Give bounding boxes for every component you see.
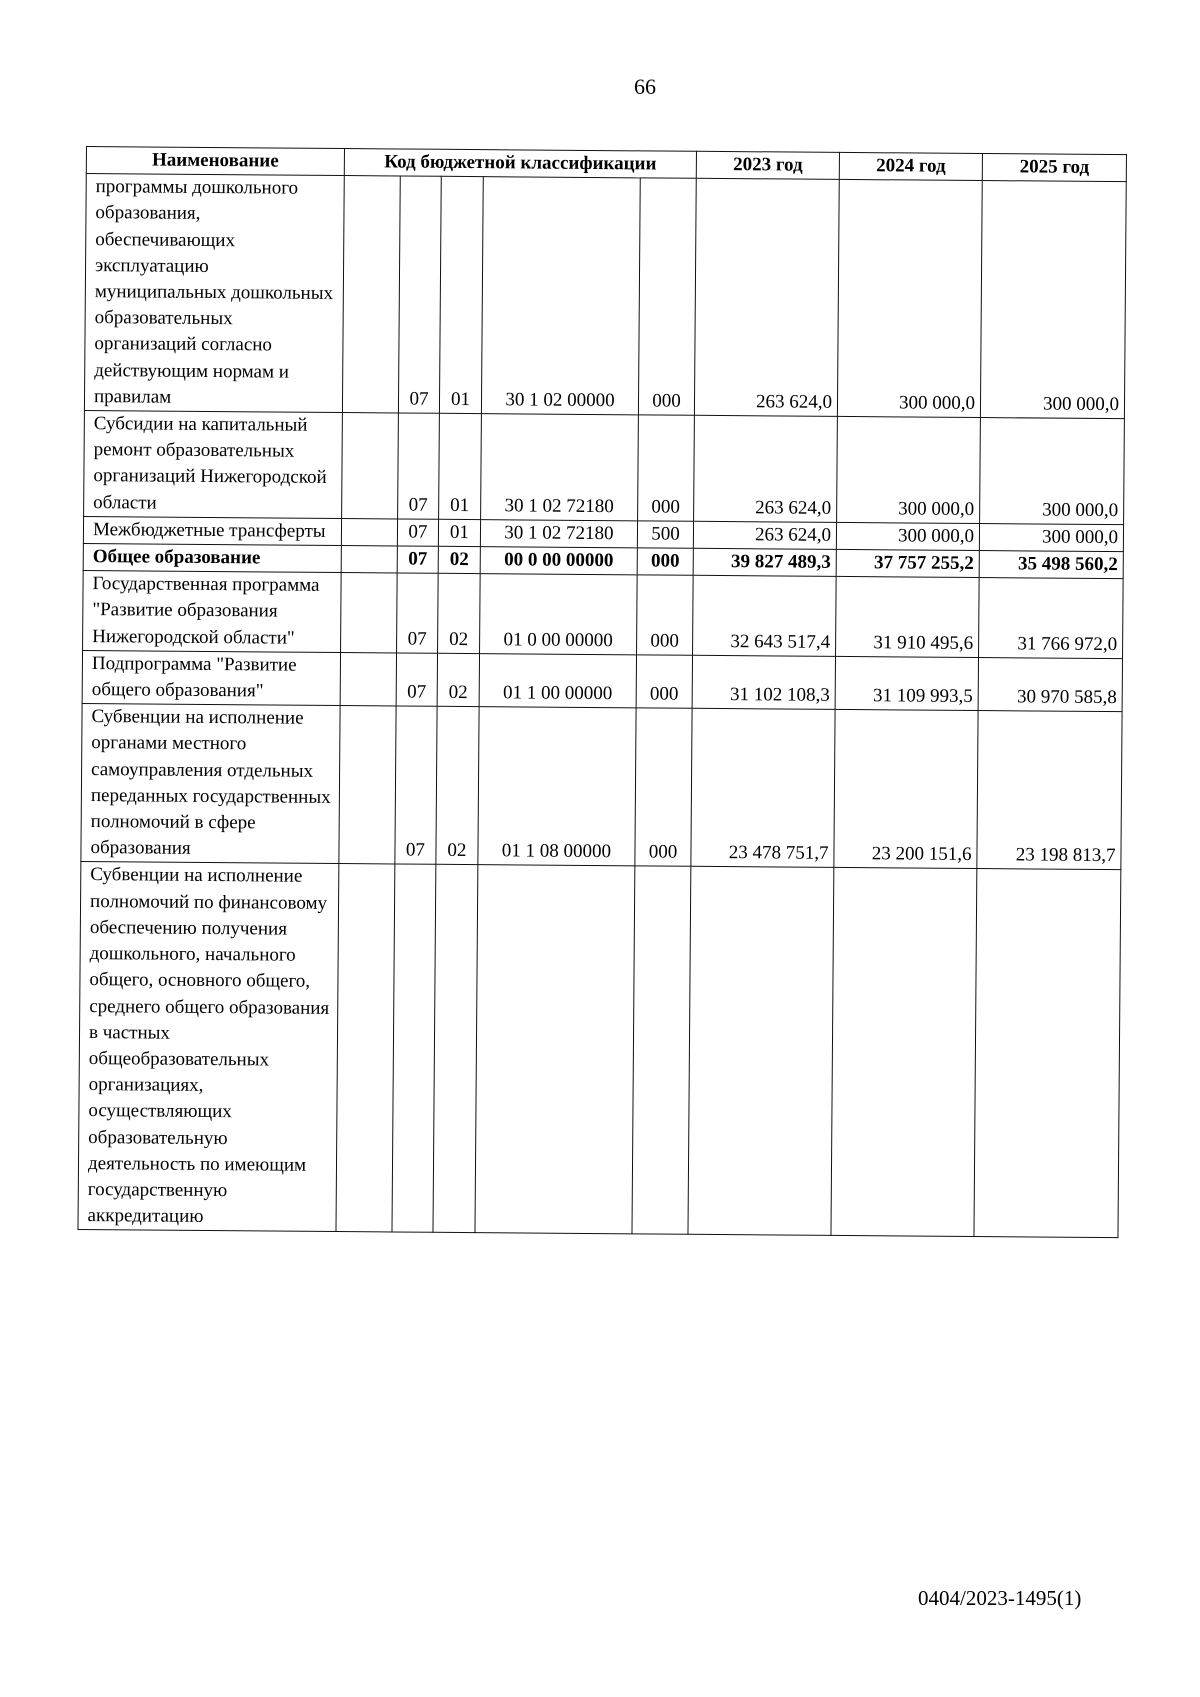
row-type: 000: [635, 708, 692, 867]
row-empty-code: [339, 706, 396, 865]
row-section: 07: [397, 573, 439, 653]
row-article: [475, 865, 635, 1234]
row-type: 000: [638, 415, 695, 521]
row-2024: 31 109 993,5: [835, 656, 978, 711]
row-2023: 23 478 751,7: [691, 709, 835, 868]
header-2024: 2024 год: [839, 152, 982, 180]
page-number: 66: [634, 74, 656, 99]
row-subsection: 02: [438, 546, 480, 574]
row-2023: 263 624,0: [693, 521, 836, 549]
table-row: [78, 862, 1121, 1238]
row-subsection: 02: [437, 653, 479, 707]
budget-table: [77, 146, 1127, 1238]
row-2025: [974, 869, 1121, 1238]
row-article: 30 1 02 72180: [481, 414, 639, 521]
row-2025: 300 000,0: [980, 418, 1125, 525]
row-2024: 300 000,0: [837, 416, 981, 523]
header-code: Код бюджетной классификации: [344, 149, 696, 179]
row-subsection: 01: [439, 176, 483, 413]
table-row: [84, 174, 1126, 419]
row-name: программы дошкольного образования, обеспечивающих эксплуатацию муниципальных дошкольных образовательных организаций согласно действующим нормам и правилам: [84, 174, 344, 413]
row-empty-code: [341, 518, 397, 546]
row-subsection: [433, 865, 478, 1233]
row-2024: [831, 868, 977, 1237]
row-section: 07: [395, 706, 437, 865]
row-article: 30 1 02 72180: [480, 519, 637, 547]
row-type: 000: [637, 548, 693, 576]
row-type: [632, 866, 691, 1234]
row-name: Подпрограмма "Развитие общего образования": [82, 650, 340, 705]
row-2023: 31 102 108,3: [692, 655, 835, 710]
row-2025: 35 498 560,2: [979, 551, 1123, 579]
row-2025: 30 970 585,8: [978, 657, 1122, 712]
row-subsection: 02: [436, 707, 479, 866]
row-section: 07: [396, 653, 437, 707]
header-name: Наименование: [86, 147, 344, 176]
row-2024: 31 910 495,6: [836, 577, 980, 658]
row-empty-code: [341, 573, 398, 653]
row-article: 00 0 00 00000: [480, 547, 637, 575]
row-type: 000: [637, 575, 694, 655]
row-2025: 23 198 813,7: [977, 711, 1122, 870]
row-name: Общее образование: [83, 544, 341, 573]
header-2025: 2025 год: [982, 154, 1126, 182]
row-name: Субвенции на исполнение полномочий по финансовому обеспечению получения дошкольного, начального общего, основного общего, среднего общего образования в частных общеобразовательных организациях, осуществляющих образовательную деятельность по имеющим государственную аккредитацию: [78, 862, 339, 1232]
table-row: [81, 704, 1122, 870]
row-2024: 300 000,0: [836, 522, 979, 550]
row-empty-code: [340, 652, 396, 706]
row-name: Субвенции на исполнение органами местного самоуправления отдельных переданных государственных полномочий в сфере образования: [81, 704, 340, 864]
row-section: 07: [397, 519, 438, 547]
row-type: 000: [636, 655, 692, 709]
table-row: [83, 571, 1124, 659]
row-2023: [688, 867, 834, 1236]
row-2025: 300 000,0: [980, 181, 1126, 419]
row-article: 01 0 00 00000: [480, 574, 638, 655]
row-empty-code: [341, 546, 397, 574]
row-subsection: 01: [438, 519, 480, 547]
row-article: 30 1 02 00000: [481, 177, 640, 415]
row-2023: 39 827 489,3: [693, 548, 836, 576]
row-2023: 263 624,0: [694, 415, 838, 522]
row-type: 000: [638, 178, 696, 415]
row-2023: 32 643 517,4: [693, 576, 837, 657]
row-empty-code: [342, 413, 399, 519]
row-2025: 31 766 972,0: [979, 578, 1124, 659]
table-row: [84, 411, 1125, 525]
row-section: [392, 864, 436, 1232]
document-code: 0404/2023-1495(1): [918, 1586, 1082, 1610]
row-article: 01 1 00 00000: [479, 653, 636, 708]
row-empty-code: [342, 176, 400, 413]
row-2024: 23 200 151,6: [834, 710, 978, 869]
row-subsection: 01: [439, 413, 482, 519]
row-subsection: 02: [438, 574, 481, 654]
row-2024: 37 757 255,2: [836, 549, 979, 577]
row-article: 01 1 08 00000: [478, 707, 636, 866]
row-name: Государственная программа "Развитие образования Нижегородской области": [83, 571, 342, 653]
row-section: 07: [398, 413, 440, 519]
row-section: 07: [398, 176, 441, 413]
row-2024: 300 000,0: [837, 180, 982, 418]
row-2023: 263 624,0: [694, 178, 839, 416]
row-name: Субсидии на капитальный ремонт образовательных организаций Нижегородской области: [84, 411, 343, 519]
row-2025: 300 000,0: [979, 523, 1123, 551]
table-row: [82, 650, 1122, 712]
row-section: 07: [397, 546, 438, 574]
row-type: 500: [637, 521, 693, 549]
row-name: Межбюджетные трансферты: [83, 516, 341, 545]
row-empty-code: [336, 864, 395, 1232]
header-2023: 2023 год: [696, 151, 839, 179]
